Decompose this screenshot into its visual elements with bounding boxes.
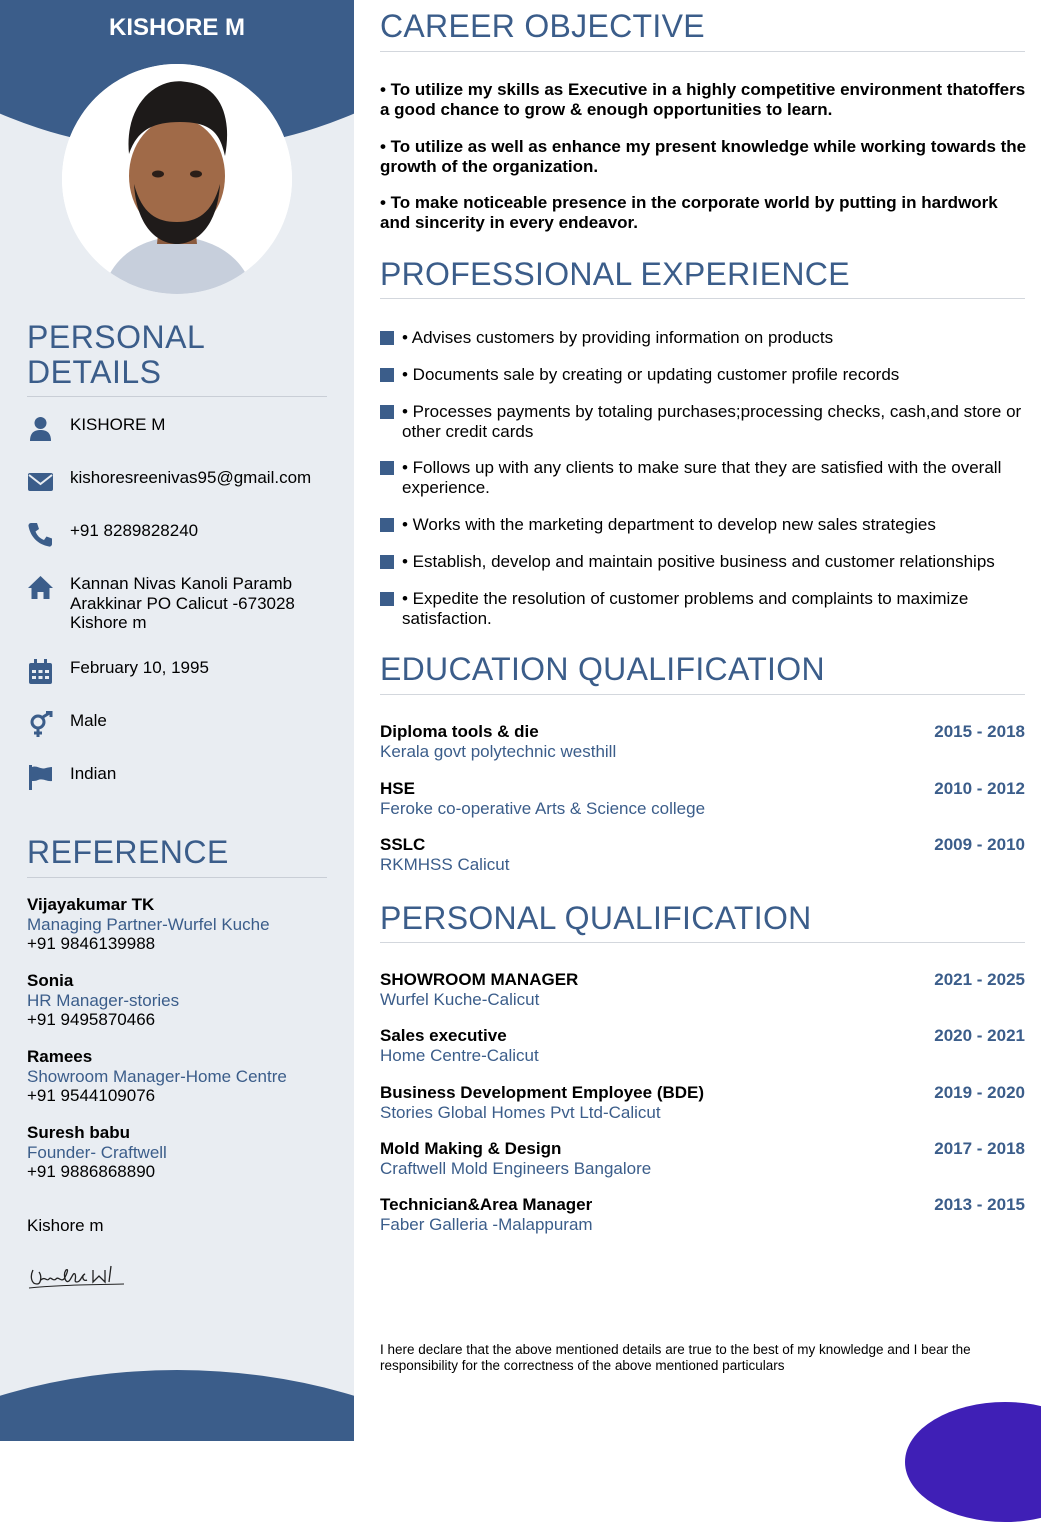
bullet-square-icon bbox=[380, 461, 394, 475]
resume-name: KISHORE M bbox=[108, 14, 245, 41]
personal-details-heading: PERSONAL DETAILS bbox=[27, 319, 206, 390]
qualification-years: 2017 - 2018 bbox=[934, 1139, 1025, 1158]
user-icon bbox=[27, 415, 54, 442]
signature bbox=[27, 1262, 127, 1294]
reference-phone: +91 9846139988 bbox=[27, 934, 156, 953]
reference-item bbox=[27, 1123, 337, 1182]
reference-phone: +91 9495870466 bbox=[27, 1010, 156, 1029]
qualification-title: SHOWROOM MANAGER bbox=[380, 970, 579, 989]
envelope-icon bbox=[27, 468, 54, 495]
profile-photo bbox=[62, 64, 292, 294]
bullet-square-icon bbox=[380, 368, 394, 382]
reference-heading: REFERENCE bbox=[27, 834, 229, 870]
qualification-item bbox=[380, 1139, 1025, 1178]
detail-text: +91 8289828240 bbox=[70, 521, 199, 540]
reference-phone: +91 9886868890 bbox=[27, 1162, 156, 1181]
professional-experience-heading: PROFESSIONAL EXPERIENCE bbox=[380, 256, 850, 292]
qualification-title: Sales executive bbox=[380, 1026, 507, 1045]
reference-item bbox=[27, 971, 337, 1030]
home-icon bbox=[27, 574, 54, 601]
education-title: HSE bbox=[380, 779, 415, 798]
qualification-title: Technician&Area Manager bbox=[380, 1195, 593, 1214]
education-years: 2015 - 2018 bbox=[934, 722, 1025, 741]
sidebar bbox=[0, 0, 354, 1441]
education-item bbox=[380, 722, 1025, 761]
bullet-square-icon bbox=[380, 518, 394, 532]
detail-text: February 10, 1995 bbox=[70, 658, 209, 677]
bullet-square-icon bbox=[380, 331, 394, 345]
divider bbox=[380, 298, 1025, 299]
gender-icon bbox=[27, 711, 54, 738]
qualification-years: 2019 - 2020 bbox=[934, 1083, 1025, 1102]
personal-qualification-heading: PERSONAL QUALIFICATION bbox=[380, 900, 812, 936]
phone-icon bbox=[27, 521, 54, 548]
bullet-square-icon bbox=[380, 555, 394, 569]
education-title: SSLC bbox=[380, 835, 426, 854]
experience-text: • Establish, develop and maintain positive business and customer relationships bbox=[402, 552, 995, 571]
qualification-years: 2020 - 2021 bbox=[934, 1026, 1025, 1045]
detail-text: Indian bbox=[70, 764, 117, 783]
education-years: 2009 - 2010 bbox=[934, 835, 1025, 854]
career-objective-heading: CAREER OBJECTIVE bbox=[380, 8, 705, 44]
reference-item bbox=[27, 895, 337, 954]
bullet-square-icon bbox=[380, 405, 394, 419]
reference-role: Founder- Craftwell bbox=[27, 1142, 167, 1162]
qualification-place: Craftwell Mold Engineers Bangalore bbox=[380, 1158, 652, 1178]
qualification-place: Wurfel Kuche-Calicut bbox=[380, 989, 540, 1009]
qualification-title: Business Development Employee (BDE) bbox=[380, 1083, 705, 1102]
corner-decoration bbox=[905, 1402, 1041, 1522]
reference-name: Sonia bbox=[27, 971, 74, 990]
education-place: RKMHSS Calicut bbox=[380, 854, 510, 874]
experience-text: • Advises customers by providing information on products bbox=[402, 328, 834, 347]
divider bbox=[27, 877, 327, 878]
divider bbox=[27, 396, 327, 397]
objective-item: • To make noticeable presence in the corporate world by putting in hardwork and sincerity in every endeavor. bbox=[380, 193, 998, 232]
qualification-place: Home Centre-Calicut bbox=[380, 1045, 539, 1065]
reference-role: Managing Partner-Wurfel Kuche bbox=[27, 914, 270, 934]
reference-phone: +91 9544109076 bbox=[27, 1086, 156, 1105]
qualification-item bbox=[380, 1026, 1025, 1065]
divider bbox=[380, 942, 1025, 943]
calendar-icon bbox=[27, 658, 54, 685]
divider bbox=[380, 51, 1025, 52]
education-item bbox=[380, 835, 1025, 874]
experience-text: • Processes payments by totaling purchases;processing checks, cash,and store or other credit cards bbox=[402, 402, 1022, 441]
reference-role: HR Manager-stories bbox=[27, 990, 180, 1010]
experience-text: • Works with the marketing department to develop new sales strategies bbox=[402, 515, 936, 534]
reference-role: Showroom Manager-Home Centre bbox=[27, 1066, 287, 1086]
qualification-title: Mold Making & Design bbox=[380, 1139, 562, 1158]
reference-name: Vijayakumar TK bbox=[27, 895, 155, 914]
education-years: 2010 - 2012 bbox=[934, 779, 1025, 798]
education-place: Feroke co-operative Arts & Science college bbox=[380, 798, 706, 818]
objective-item: • To utilize my skills as Executive in a highly competitive environment thatoffers a good chance to grow & enough opportunities to learn. bbox=[380, 80, 1026, 119]
qualification-years: 2021 - 2025 bbox=[934, 970, 1025, 989]
bullet-square-icon bbox=[380, 592, 394, 606]
detail-text: Kannan Nivas Kanoli Paramb Arakkinar PO Calicut -673028 Kishore m bbox=[70, 574, 295, 632]
experience-text: • Documents sale by creating or updating customer profile records bbox=[402, 365, 900, 384]
qualification-place: Faber Galleria -Malappuram bbox=[380, 1214, 593, 1234]
reference-name: Suresh babu bbox=[27, 1123, 130, 1142]
education-title: Diploma tools & die bbox=[380, 722, 539, 741]
reference-name: Ramees bbox=[27, 1047, 93, 1066]
education-heading: EDUCATION QUALIFICATION bbox=[380, 651, 825, 687]
education-item bbox=[380, 779, 1025, 818]
qualification-years: 2013 - 2015 bbox=[934, 1195, 1025, 1214]
flag-icon bbox=[27, 764, 54, 791]
detail-text: KISHORE M bbox=[70, 415, 166, 434]
detail-text: Male bbox=[70, 711, 107, 730]
qualification-item bbox=[380, 970, 1025, 1009]
reference-item bbox=[27, 1047, 337, 1106]
qualification-item bbox=[380, 1195, 1025, 1234]
signatory-name: Kishore m bbox=[27, 1216, 104, 1235]
experience-text: • Expedite the resolution of customer problems and complaints to maximize satisfaction. bbox=[402, 589, 969, 628]
declaration-text: I here declare that the above mentioned details are true to the best of my knowledge and I bear the responsibility for the correctness of the above mentioned particulars bbox=[380, 1342, 971, 1373]
footer-arc bbox=[0, 1370, 354, 1441]
qualification-place: Stories Global Homes Pvt Ltd-Calicut bbox=[380, 1102, 661, 1122]
detail-text: kishoresreenivas95@gmail.com bbox=[70, 468, 312, 487]
qualification-item bbox=[380, 1083, 1025, 1122]
objective-item: • To utilize as well as enhance my present knowledge while working towards the growth of the organization. bbox=[380, 137, 1027, 176]
divider bbox=[380, 694, 1025, 695]
experience-text: • Follows up with any clients to make sure that they are satisfied with the overall experience. bbox=[402, 458, 1002, 497]
education-place: Kerala govt polytechnic westhill bbox=[380, 741, 617, 761]
